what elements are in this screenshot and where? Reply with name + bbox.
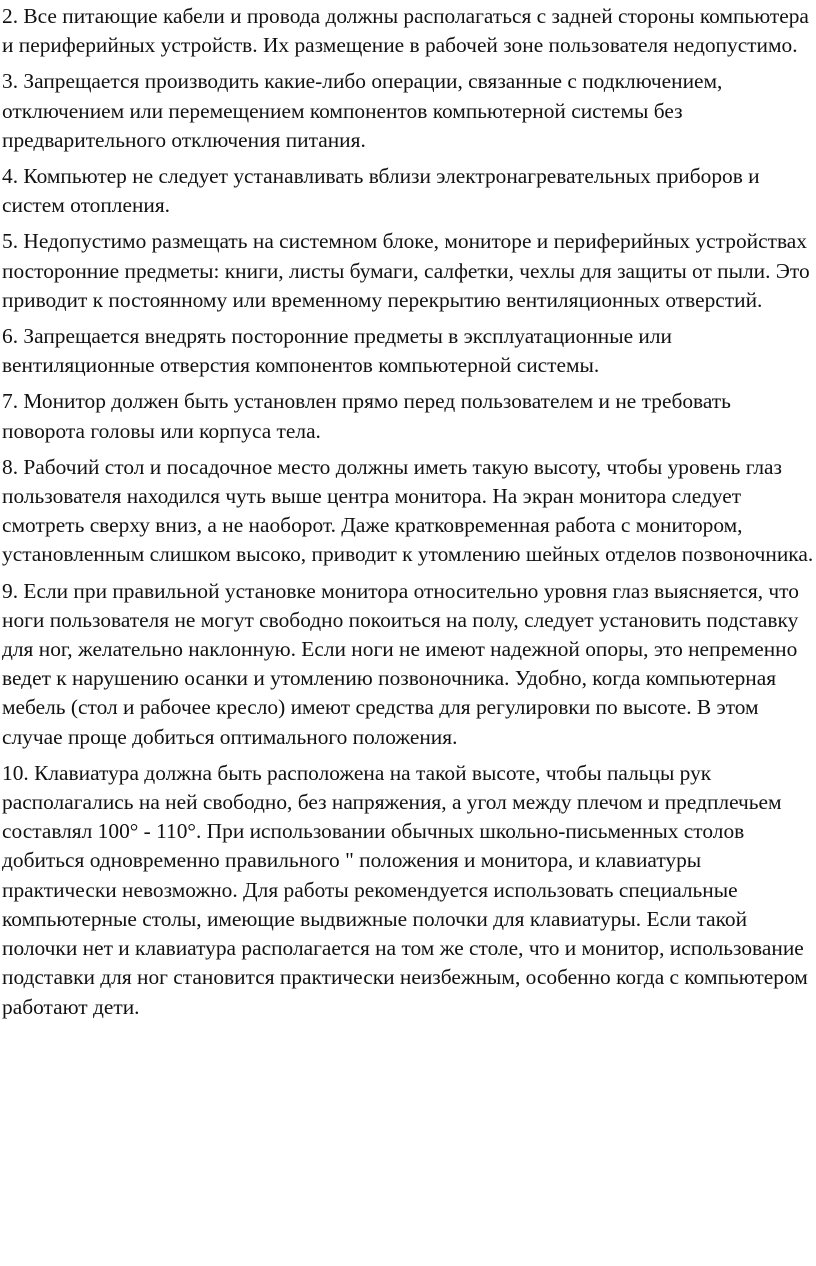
paragraph-item-2: 2. Все питающие кабели и провода должны располагаться с задней стороны компьютера и периферийных устройств. Их размещение в рабочей зоне пользователя недопустимо. — [2, 4, 809, 58]
paragraph-item-7: 7. Монитор должен быть установлен прямо перед пользователем и не требовать поворота головы или корпуса тела. — [2, 389, 731, 443]
paragraph-item-5: 5. Недопустимо размещать на системном блоке, мониторе и периферийных устройствах посторонние предметы: книги, листы бумаги, салфетки, чехлы для защиты от пыли. Это приводит к постоянному или временному перекрытию вентиляционных отверстий. — [2, 229, 810, 312]
paragraph-item-8: 8. Рабочий стол и посадочное место должны иметь такую высоту, чтобы уровень глаз пользователя находился чуть выше центра монитора. На экран монитора следует смотреть сверху вниз, а не наоборот. Даже кратковременная работа с монитором, установленным слишком высоко, приводит к утомлению шейных отделов позвоночника. — [2, 454, 814, 567]
paragraph-item-3: 3. Запрещается производить какие-либо операции, связанные с подключением, отключением или перемещением компонентов компьютерной системы без предварительного отключения питания. — [2, 69, 723, 152]
paragraph-item-9: 9. Если при правильной установке монитора относительно уровня глаз выясняется, что ноги пользователя не могут свободно покоиться на полу, следует установить подставку для ног, желательно наклонную. Если ноги не имеют надежной опоры, это непременно ведет к нарушению осанки и утомлению позвоночника. Удобно, когда компьютерная мебель (стол и рабочее кресло) имеют средства для регулировки по высоте. В этом случае проще добиться оптимального положения. — [2, 578, 799, 749]
paragraph-item-10: 10. Клавиатура должна быть расположена на такой высоте, чтобы пальцы рук располагались на ней свободно, без напряжения, а угол между плечом и предплечьем составлял 100° - 110°. При использовании обычных школьно-письменных столов добиться одновременно правильного " положения и монитора, и клавиатуры практически невозможно. Для работы рекомендуется использовать специальные компьютерные столы, имеющие выдвижные полочки для клавиатуры. Если такой полочки нет и клавиатура располагается на том же столе, что и монитор, использование подставки для ног становится практически неизбежным, особенно когда с компьютером работают дети. — [2, 760, 808, 1019]
paragraph-item-6: 6. Запрещается внедрять посторонние предметы в эксплуатационные или вентиляционные отверстия компонентов компьютерной системы. — [2, 324, 673, 378]
paragraph-item-4: 4. Компьютер не следует устанавливать вблизи электронагревательных приборов и систем отопления. — [2, 164, 760, 218]
